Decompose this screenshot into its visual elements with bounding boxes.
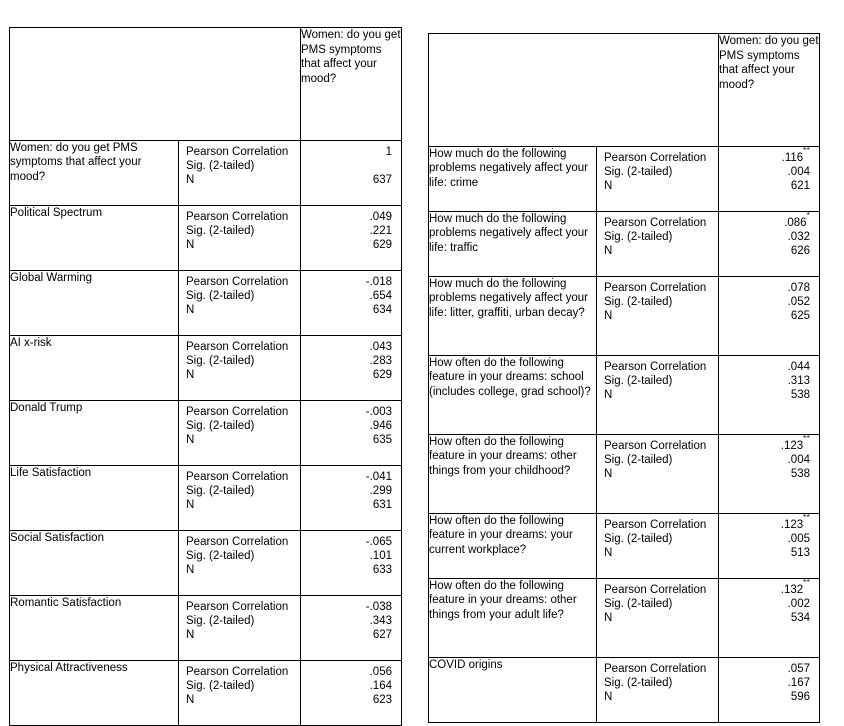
stat-label-sig: Sig. (2-tailed) <box>604 677 673 690</box>
value-pearson-correlation: -.003 <box>365 406 392 418</box>
value-n: 621 <box>790 180 810 193</box>
row-variable-label: Life Satisfaction <box>10 466 179 531</box>
table-row <box>429 435 820 514</box>
value-sig-2tailed: .299 <box>369 485 392 498</box>
stat-label-pearson: Pearson Correlation <box>186 536 289 548</box>
row-stat-values <box>719 212 820 277</box>
value-pearson-correlation: .044 <box>787 361 810 373</box>
table-row <box>10 661 402 726</box>
header-corner-blank <box>10 28 179 141</box>
stat-label-n: N <box>604 468 613 481</box>
value-n: 513 <box>790 547 810 560</box>
table-row <box>429 658 820 723</box>
value-pearson-correlation: .116** <box>781 146 810 164</box>
value-n: 626 <box>790 245 810 258</box>
row-stat-labels <box>179 466 301 531</box>
table-header-row <box>10 28 402 141</box>
stat-label-n: N <box>604 612 613 625</box>
significance-marker: ** <box>803 146 810 156</box>
stat-label-pearson: Pearson Correlation <box>186 666 289 678</box>
row-stat-labels <box>179 206 301 271</box>
stat-label-sig: Sig. (2-tailed) <box>186 225 255 238</box>
row-stat-values <box>301 271 402 336</box>
row-variable-label: How often do the following feature in your dreams: other things from your childhood? <box>429 435 597 514</box>
row-stat-labels <box>179 401 301 466</box>
stat-label-sig: Sig. (2-tailed) <box>604 166 673 179</box>
stat-label-pearson: Pearson Correlation <box>186 601 289 613</box>
header-corner-blank <box>429 34 597 147</box>
row-variable-label: Political Spectrum <box>10 206 179 271</box>
value-pearson-correlation: .057 <box>787 663 810 675</box>
table-header-row <box>429 34 820 147</box>
row-variable-label: How often do the following feature in your dreams: your current workplace? <box>429 514 597 579</box>
value-n: 538 <box>790 389 810 402</box>
row-stat-values <box>719 147 820 212</box>
stat-label-pearson: Pearson Correlation <box>604 663 707 675</box>
stat-label-sig: Sig. (2-tailed) <box>186 615 255 628</box>
value-empty <box>389 159 392 173</box>
row-variable-label: COVID origins <box>429 658 597 723</box>
table-row <box>10 596 402 661</box>
row-stat-labels <box>179 596 301 661</box>
stat-label-sig: Sig. (2-tailed) <box>604 375 673 388</box>
stat-label-pearson: Pearson Correlation <box>186 211 289 223</box>
row-stat-labels <box>597 356 719 435</box>
table-row <box>429 277 820 356</box>
table-row <box>10 401 402 466</box>
row-stat-labels <box>597 212 719 277</box>
row-stat-values <box>301 661 402 726</box>
stat-label-n: N <box>186 304 195 317</box>
row-stat-values <box>719 658 820 723</box>
value-pearson-correlation: .123** <box>780 513 810 531</box>
stat-label-n: N <box>604 389 613 402</box>
row-stat-labels <box>597 514 719 579</box>
row-stat-values <box>301 401 402 466</box>
value-pearson-correlation: .132** <box>780 578 810 596</box>
table-row <box>429 212 820 277</box>
stat-label-sig: Sig. (2-tailed) <box>186 485 255 498</box>
value-n: 623 <box>372 694 392 707</box>
stat-label-sig: Sig. (2-tailed) <box>186 420 255 433</box>
stat-label-pearson: Pearson Correlation <box>604 152 707 164</box>
stat-label-n: N <box>186 694 195 707</box>
row-variable-label: How often do the following feature in your dreams: school (includes college, grad school)? <box>429 356 597 435</box>
row-variable-label: How often do the following feature in your dreams: other things from your adult life? <box>429 579 597 658</box>
stat-label-pearson: Pearson Correlation <box>186 146 289 158</box>
value-pearson-correlation: .049 <box>369 211 392 223</box>
row-stat-values <box>301 141 402 206</box>
correlation-table-right <box>428 33 820 723</box>
value-n: 629 <box>372 369 392 382</box>
value-n: 538 <box>790 468 810 481</box>
row-stat-values <box>301 531 402 596</box>
header-stat-blank <box>179 28 301 141</box>
row-variable-label: How much do the following problems negatively affect your life: traffic <box>429 212 597 277</box>
row-variable-label: Donald Trump <box>10 401 179 466</box>
stat-label-n: N <box>186 239 195 252</box>
value-pearson-correlation: .078 <box>787 282 810 294</box>
stat-label-sig: Sig. (2-tailed) <box>186 680 255 693</box>
stat-label-n: N <box>604 180 613 193</box>
row-stat-values <box>719 514 820 579</box>
row-stat-values <box>719 435 820 514</box>
table-row <box>10 141 402 206</box>
stat-label-pearson: Pearson Correlation <box>604 519 707 531</box>
value-pearson-correlation: .056 <box>369 666 392 678</box>
value-pearson-correlation: 1 <box>385 146 392 158</box>
significance-marker: ** <box>803 578 810 588</box>
stat-label-pearson: Pearson Correlation <box>604 440 707 452</box>
stat-label-pearson: Pearson Correlation <box>186 471 289 483</box>
value-n: 633 <box>372 564 392 577</box>
row-stat-labels <box>597 147 719 212</box>
table-row <box>429 356 820 435</box>
table-row <box>429 147 820 212</box>
row-stat-values <box>301 336 402 401</box>
value-sig-2tailed: .004 <box>787 166 810 179</box>
stat-label-sig: Sig. (2-tailed) <box>604 231 673 244</box>
table-row <box>10 206 402 271</box>
stat-label-pearson: Pearson Correlation <box>186 406 289 418</box>
table-right-body <box>429 34 820 723</box>
value-pearson-correlation: .043 <box>369 341 392 353</box>
value-n: 634 <box>372 304 392 317</box>
stat-label-n: N <box>604 691 613 704</box>
value-pearson-correlation: .123** <box>780 434 810 452</box>
table-row <box>10 271 402 336</box>
row-stat-labels <box>179 336 301 401</box>
row-stat-labels <box>179 141 301 206</box>
value-n: 635 <box>372 434 392 447</box>
row-variable-label: Physical Attractiveness <box>10 661 179 726</box>
value-pearson-correlation: -.038 <box>365 601 392 613</box>
stat-label-sig: Sig. (2-tailed) <box>186 355 255 368</box>
row-stat-values <box>301 466 402 531</box>
value-n: 534 <box>790 612 810 625</box>
stat-label-pearson: Pearson Correlation <box>604 584 707 596</box>
row-variable-label: Romantic Satisfaction <box>10 596 179 661</box>
significance-marker: * <box>806 211 810 221</box>
stat-label-n: N <box>604 310 613 323</box>
table-left-body <box>10 28 402 726</box>
stat-label-pearson: Pearson Correlation <box>604 217 707 229</box>
stat-label-n: N <box>604 547 613 560</box>
row-variable-label: Global Warming <box>10 271 179 336</box>
stat-label-pearson: Pearson Correlation <box>604 361 707 373</box>
correlation-table-left <box>9 27 402 726</box>
stat-label-pearson: Pearson Correlation <box>604 282 707 294</box>
value-sig-2tailed: .002 <box>787 598 810 611</box>
row-variable-label: How much do the following problems negatively affect your life: litter, graffiti, urban decay? <box>429 277 597 356</box>
value-n: 637 <box>372 174 392 187</box>
value-sig-2tailed: .032 <box>787 231 810 244</box>
table-row <box>429 514 820 579</box>
row-stat-labels <box>597 579 719 658</box>
significance-marker: ** <box>803 434 810 444</box>
value-sig-2tailed <box>383 159 401 173</box>
row-stat-values <box>301 206 402 271</box>
value-n: 629 <box>372 239 392 252</box>
row-stat-labels <box>597 277 719 356</box>
value-sig-2tailed: .164 <box>369 680 392 693</box>
value-sig-2tailed: .167 <box>787 677 810 690</box>
row-variable-label: How much do the following problems negatively affect your life: crime <box>429 147 597 212</box>
row-stat-labels <box>597 658 719 723</box>
value-pearson-correlation: -.041 <box>365 471 392 483</box>
stat-label-n: N <box>186 629 195 642</box>
row-stat-labels <box>179 661 301 726</box>
row-stat-labels <box>179 271 301 336</box>
stat-label-n: N <box>186 434 195 447</box>
value-pearson-correlation: -.065 <box>365 536 392 548</box>
stat-label-n: N <box>186 369 195 382</box>
header-target-variable: Women: do you get PMS symptoms that affect your mood? <box>719 34 820 147</box>
value-sig-2tailed: .005 <box>787 533 810 546</box>
stat-label-sig: Sig. (2-tailed) <box>604 296 673 309</box>
stat-label-n: N <box>604 245 613 258</box>
value-sig-2tailed: .343 <box>369 615 392 628</box>
value-sig-2tailed: .052 <box>787 296 810 309</box>
row-stat-values <box>719 579 820 658</box>
value-sig-2tailed: .946 <box>369 420 392 433</box>
value-sig-2tailed: .654 <box>369 290 392 303</box>
row-stat-values <box>719 277 820 356</box>
stat-label-pearson: Pearson Correlation <box>186 276 289 288</box>
value-sig-2tailed: .101 <box>369 550 392 563</box>
stat-label-n: N <box>186 174 195 187</box>
row-stat-values <box>301 596 402 661</box>
value-sig-2tailed: .313 <box>787 375 810 388</box>
value-n: 625 <box>790 310 810 323</box>
stat-label-sig: Sig. (2-tailed) <box>604 454 673 467</box>
stat-label-sig: Sig. (2-tailed) <box>186 290 255 303</box>
row-stat-labels <box>597 435 719 514</box>
table-row <box>10 531 402 596</box>
stat-label-sig: Sig. (2-tailed) <box>604 598 673 611</box>
value-sig-2tailed: .221 <box>369 225 392 238</box>
row-stat-labels <box>179 531 301 596</box>
value-n: 631 <box>372 499 392 512</box>
stat-label-sig: Sig. (2-tailed) <box>604 533 673 546</box>
stat-label-sig: Sig. (2-tailed) <box>186 550 255 563</box>
stat-label-sig: Sig. (2-tailed) <box>186 160 255 173</box>
row-stat-values <box>719 356 820 435</box>
stat-label-n: N <box>186 499 195 512</box>
value-pearson-correlation: -.018 <box>365 276 392 288</box>
table-row <box>429 579 820 658</box>
stat-label-pearson: Pearson Correlation <box>186 341 289 353</box>
value-n: 627 <box>372 629 392 642</box>
stat-label-n: N <box>186 564 195 577</box>
header-target-variable: Women: do you get PMS symptoms that affect your mood? <box>301 28 402 141</box>
value-sig-2tailed: .283 <box>369 355 392 368</box>
row-variable-label: Social Satisfaction <box>10 531 179 596</box>
value-sig-2tailed: .004 <box>787 454 810 467</box>
value-n: 596 <box>790 691 810 704</box>
header-stat-blank <box>597 34 719 147</box>
table-row <box>10 466 402 531</box>
value-pearson-correlation: .086* <box>784 211 810 229</box>
significance-marker: ** <box>803 513 810 523</box>
row-variable-label: Women: do you get PMS symptoms that affect your mood? <box>10 141 179 206</box>
table-row <box>10 336 402 401</box>
row-variable-label: AI x-risk <box>10 336 179 401</box>
